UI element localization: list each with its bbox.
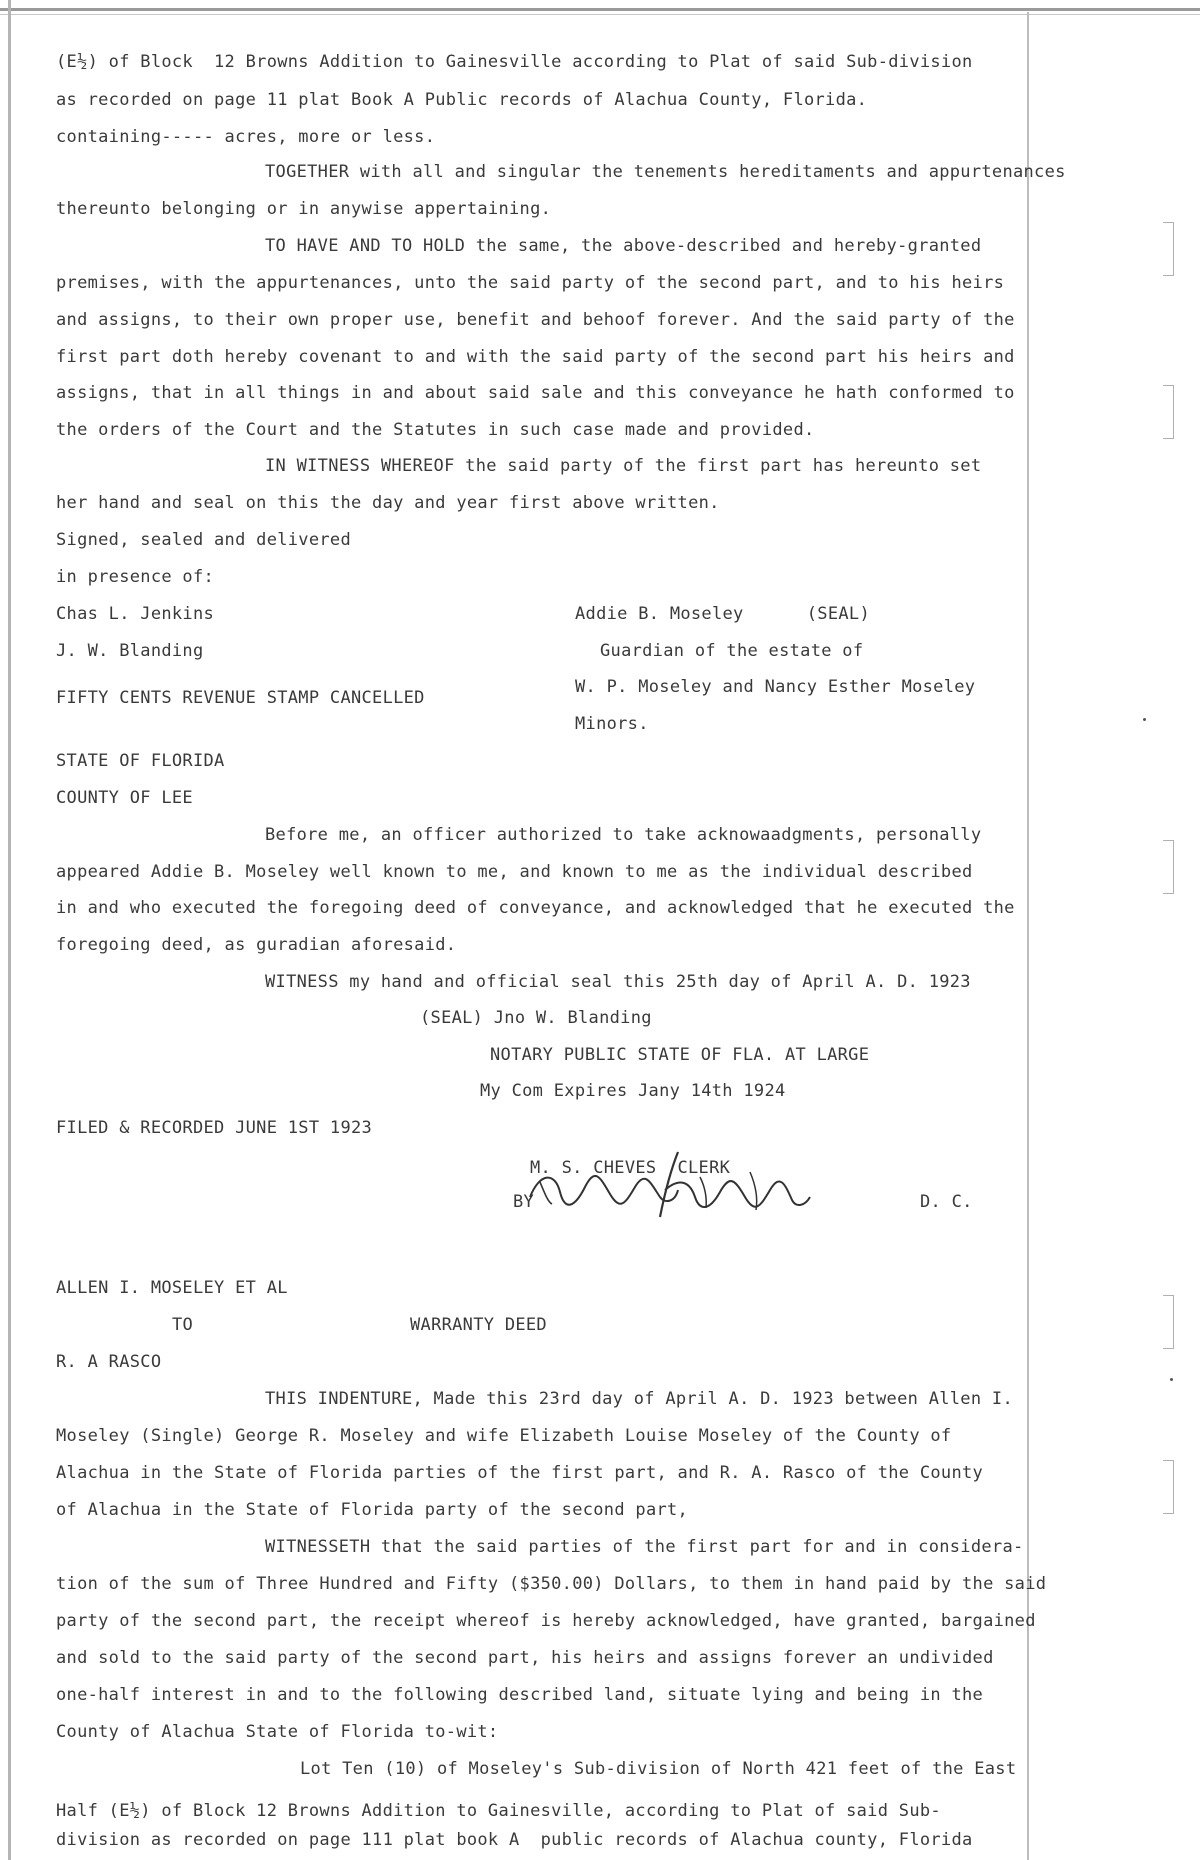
text-line: foregoing deed, as guradian aforesaid. <box>56 935 457 955</box>
text-line: one-half interest in and to the following described land, situate lying and being in the <box>56 1685 984 1705</box>
text-line: in presence of: <box>56 567 215 587</box>
text-line: BY <box>513 1192 535 1212</box>
margin-speck <box>1143 718 1146 721</box>
text-line: of Alachua in the State of Florida party of the second part, <box>56 1500 689 1520</box>
text-line: assigns, that in all things in and about said sale and this conveyance he hath conformed to <box>56 383 1015 403</box>
text-line: Moseley (Single) George R. Moseley and wife Elizabeth Louise Moseley of the County of <box>56 1426 952 1446</box>
text-line: Lot Ten (10) of Moseley's Sub-division of North 421 feet of the East <box>300 1759 1017 1779</box>
text-line: (E½) of Block 12 Browns Addition to Gainesville according to Plat of said Sub-division <box>56 52 973 72</box>
notary-seal-line: (SEAL) Jno W. Blanding <box>420 1008 652 1028</box>
text-line: My Com Expires Jany 14th 1924 <box>480 1081 786 1101</box>
revenue-stamp-note: FIFTY CENTS REVENUE STAMP CANCELLED <box>56 688 425 708</box>
text-line: NOTARY PUBLIC STATE OF FLA. AT LARGE <box>490 1045 870 1065</box>
text-line: thereunto belonging or in anywise appertaining. <box>56 199 552 219</box>
grantor-signature-line: Addie B. Moseley (SEAL) <box>575 604 870 624</box>
text-line: County of Alachua State of Florida to-wit: <box>56 1722 499 1742</box>
text-line: W. P. Moseley and Nancy Esther Moseley <box>575 677 976 697</box>
margin-bracket-mark <box>1163 1460 1174 1514</box>
margin-bracket-mark <box>1163 840 1174 894</box>
left-margin-line <box>8 0 11 1860</box>
text-line: Minors. <box>575 714 649 734</box>
text-line: as recorded on page 11 plat Book A Public records of Alachua County, Florida. <box>56 90 868 110</box>
clerk-name: M. S. CHEVES CLERK <box>530 1158 731 1178</box>
text-line: Half (E½) of Block 12 Browns Addition to Gainesville, according to Plat of said Sub- <box>56 1801 941 1821</box>
margin-bracket-mark <box>1163 1295 1174 1349</box>
text-line: party of the second part, the receipt whereof is hereby acknowledged, have granted, bargained <box>56 1611 1036 1631</box>
text-line: containing----- acres, more or less. <box>56 127 436 147</box>
text-line: Before me, an officer authorized to take acknowaadgments, personally <box>265 825 982 845</box>
text-line: COUNTY OF LEE <box>56 788 193 808</box>
handwritten-signature <box>500 1142 830 1222</box>
text-line: division as recorded on page 111 plat book A public records of Alachua county, Florida <box>56 1830 973 1850</box>
text-line: TO <box>172 1315 194 1335</box>
text-line: TO HAVE AND TO HOLD the same, the above-described and hereby-granted <box>265 236 982 256</box>
margin-speck <box>1170 1378 1173 1381</box>
top-border-line-thin <box>0 14 1200 15</box>
text-line: THIS INDENTURE, Made this 23rd day of April A. D. 1923 between Allen I. <box>265 1389 1013 1409</box>
text-line: Alachua in the State of Florida parties of the first part, and R. A. Rasco of the County <box>56 1463 984 1483</box>
text-line: first part doth hereby covenant to and with the said party of the second part his heirs and <box>56 347 1015 367</box>
witness-name: Chas L. Jenkins <box>56 604 215 624</box>
text-line: and assigns, to their own proper use, benefit and behoof forever. And the said party of the <box>56 310 1015 330</box>
text-line: R. A RASCO <box>56 1352 162 1372</box>
text-line: Guardian of the estate of <box>600 641 864 661</box>
margin-bracket-mark <box>1163 385 1174 439</box>
text-line: WITNESSETH that the said parties of the first part for and in considera- <box>265 1537 1024 1557</box>
text-line: tion of the sum of Three Hundred and Fifty ($350.00) Dollars, to them in hand paid by the said <box>56 1574 1047 1594</box>
text-line: D. C. <box>920 1192 973 1212</box>
text-line: premises, with the appurtenances, unto the said party of the second part, and to his heirs <box>56 273 1005 293</box>
text-line: WITNESS my hand and official seal this 25th day of April A. D. 1923 <box>265 972 971 992</box>
text-line: TOGETHER with all and singular the tenements hereditaments and appurtenances <box>265 162 1066 182</box>
witness-name: J. W. Blanding <box>56 641 204 661</box>
text-line: in and who executed the foregoing deed of conveyance, and acknowledged that he executed the <box>56 898 1015 918</box>
text-line: her hand and seal on this the day and year first above written. <box>56 493 720 513</box>
deed-type-heading: WARRANTY DEED <box>410 1315 547 1335</box>
text-line: appeared Addie B. Moseley well known to me, and known to me as the individual described <box>56 862 973 882</box>
top-border-line <box>0 8 1200 11</box>
text-line: IN WITNESS WHEREOF the said party of the first part has hereunto set <box>265 456 982 476</box>
filing-stamp: FILED & RECORDED JUNE 1ST 1923 <box>56 1118 373 1138</box>
text-line: Signed, sealed and delivered <box>56 530 351 550</box>
text-line: the orders of the Court and the Statutes in such case made and provided. <box>56 420 815 440</box>
margin-bracket-mark <box>1163 222 1174 276</box>
text-line: STATE OF FLORIDA <box>56 751 225 771</box>
text-line: and sold to the said party of the second part, his heirs and assigns forever an undivided <box>56 1648 994 1668</box>
text-line: ALLEN I. MOSELEY ET AL <box>56 1278 288 1298</box>
